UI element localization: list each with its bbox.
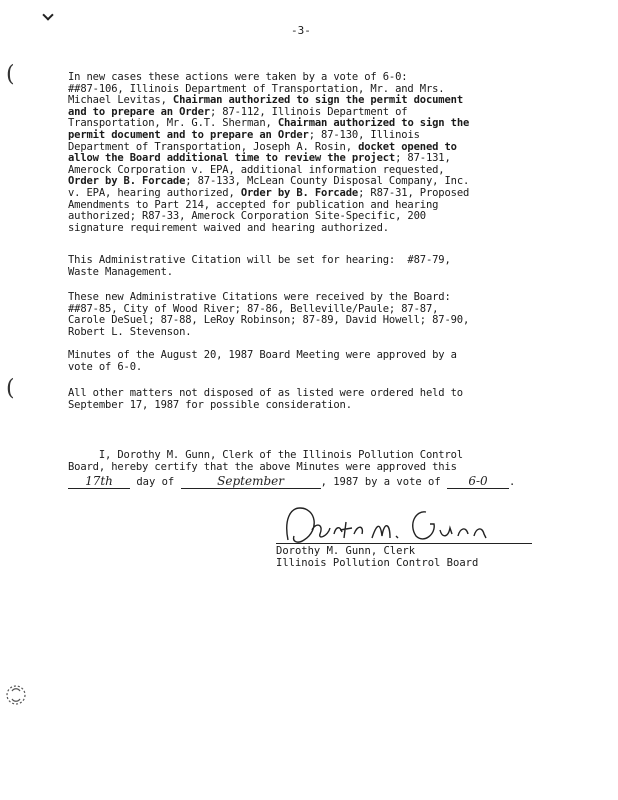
certification-statement: I, Dorothy M. Gunn, Clerk of the Illinois Pollution Control Board, hereby certify that the above Minutes were approved this xyxy=(68,449,463,473)
recycled-stamp-icon xyxy=(4,680,28,710)
handwritten-month: September xyxy=(181,474,321,489)
minutes-approval-paragraph: Minutes of the August 20, 1987 Board Meeting were approved by a vote of 6-0. xyxy=(68,349,457,373)
margin-bracket-mark: ( xyxy=(6,62,15,87)
signer-organization: Illinois Pollution Control Board xyxy=(276,557,479,569)
matters-held-paragraph: All other matters not disposed of as listed were ordered held to September 17, 1987 for possible consideration. xyxy=(68,387,463,411)
handwritten-day: 17th xyxy=(68,474,130,489)
bold-text-segment: Order by B. Forcade xyxy=(68,175,186,188)
bold-text-segment: docket opened to allow the Board additional time to review the project xyxy=(68,140,457,165)
text-segment: ; 87-112, Illinois Department of Transportation, Mr. G.T. Sherman, xyxy=(68,105,408,130)
text-segment: ; 87-130, Illinois Department of Transportation, Joseph A. Rosin, xyxy=(68,128,420,153)
new-cases-paragraph xyxy=(68,72,548,234)
signature-line xyxy=(276,543,532,544)
administrative-citation-hearing-paragraph: This Administrative Citation will be set for hearing: #87-79, Waste Management. xyxy=(68,254,451,278)
margin-bracket-mark: ( xyxy=(6,376,15,401)
bold-text-segment: Order by B. Forcade xyxy=(240,186,359,199)
bold-text-segment: Chairman authorized to sign the permit document and to prepare an Order xyxy=(68,94,463,118)
day-label: day of xyxy=(130,476,181,488)
text-segment: ; 87-131, Amerock Corporation v. EPA, additional information requested, xyxy=(68,152,451,176)
page-number: -3- xyxy=(291,24,311,37)
signer-name: Dorothy M. Gunn, Clerk xyxy=(276,545,416,557)
year-vote-label: , 1987 by a vote of xyxy=(320,476,448,488)
certification-fill-line xyxy=(68,474,548,489)
text-segment: ; 87-133, McLean County Disposal Company, Inc. v. EPA, hearing authorized, xyxy=(68,175,470,199)
text-segment: ; R87-31, Proposed Amendments to Part 214, accepted for publication and hearing authorized; R87-33, Amerock Corporation Site-Specific, 200 signature requirement waived and hearing authorized. xyxy=(68,186,470,234)
text-segment: In new cases these actions were taken by a vote of 6-0: ##87-106, Illinois Department of Transportation, Mr. and Mrs. Michael Levitas, xyxy=(68,71,445,107)
sentence-end: . xyxy=(509,476,516,488)
corner-tick-mark xyxy=(42,9,53,20)
new-administrative-citations-paragraph: These new Administrative Citations were received by the Board: ##87-85, City of Wood River; 87-86, Belleville/Paule; 87-87, Carole DeSuel; 87-88, LeRoy Robinson; 87-89, David Howell; 87-90, Robert L. Stevenson. xyxy=(68,291,470,338)
signer-block xyxy=(276,545,478,569)
handwritten-signature xyxy=(276,500,536,548)
bold-text-segment: Chairman authorized to sign the permit document and to prepare an Order xyxy=(68,117,470,141)
handwritten-vote: 6-0 xyxy=(447,474,509,489)
